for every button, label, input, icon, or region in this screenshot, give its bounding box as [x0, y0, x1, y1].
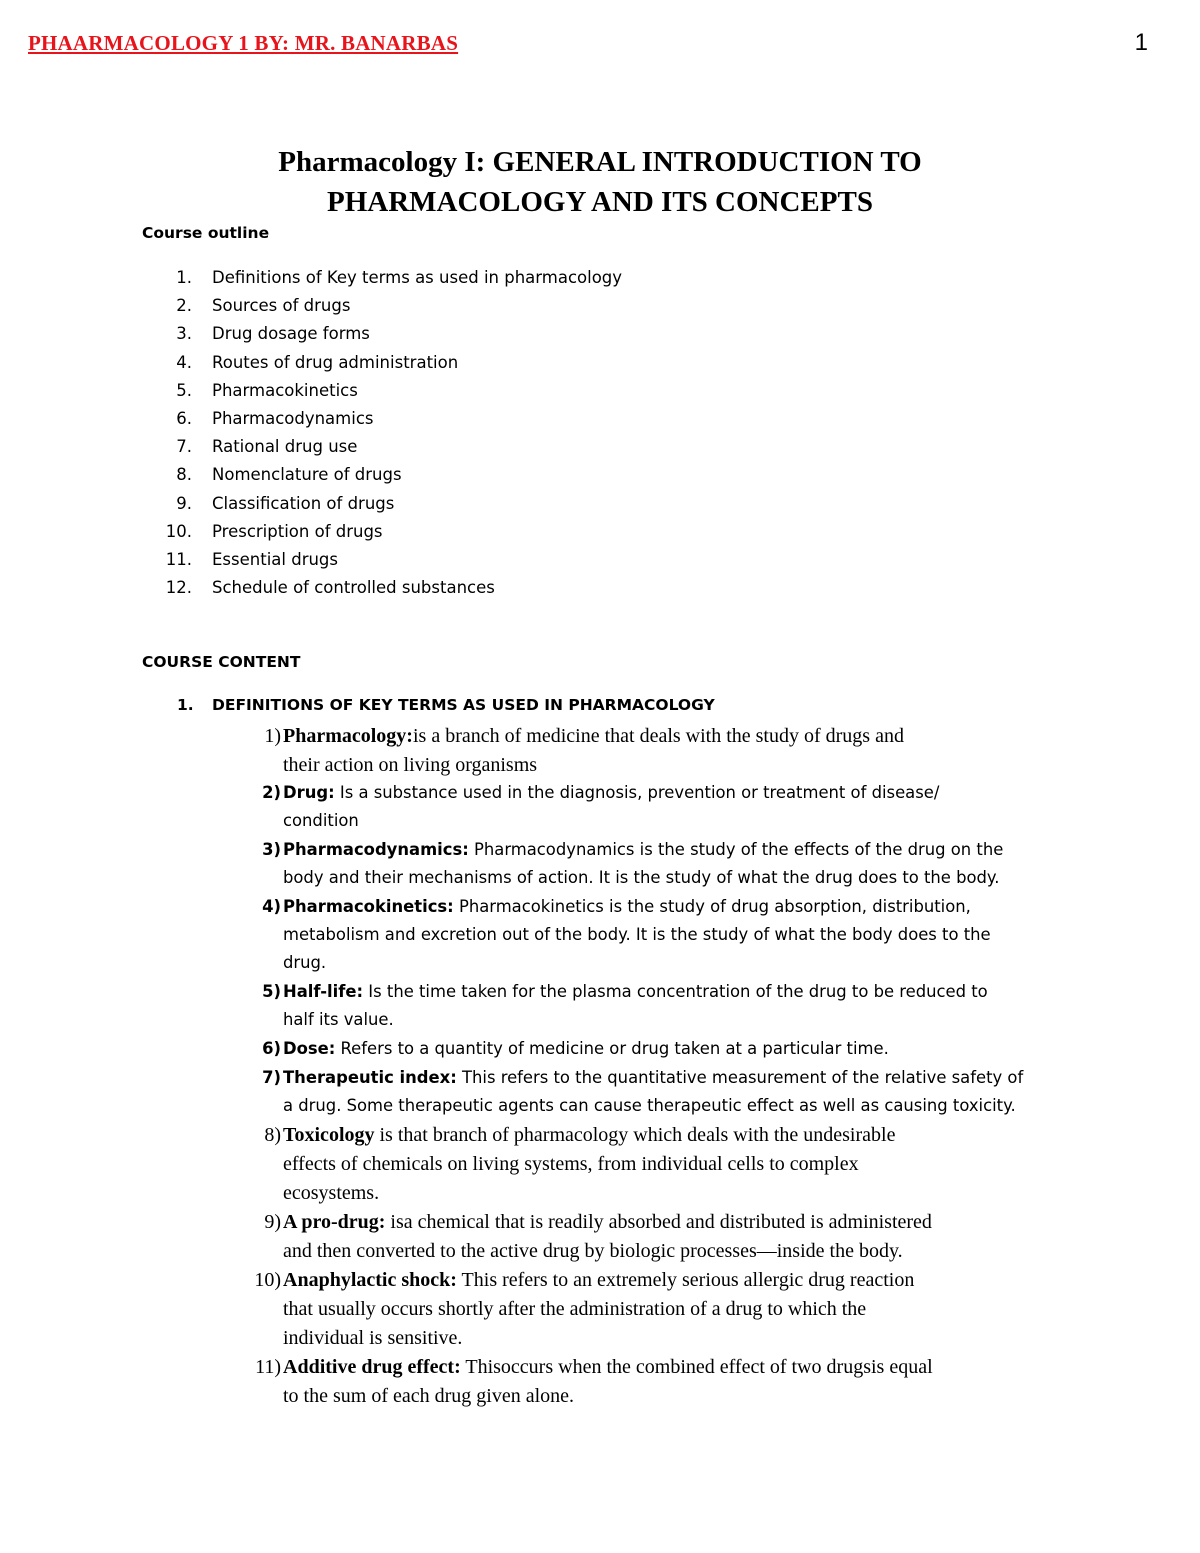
definition-text: their action on living organisms [283, 754, 538, 776]
definition-text: Refers to a quantity of medicine or drug taken at a particular time. [335, 1039, 889, 1058]
definition-text: metabolism and excretion out of the body. It is the study of what the body does to the [283, 925, 991, 945]
outline-text: Schedule of controlled substances [212, 578, 495, 598]
document-title [0, 142, 1200, 222]
outline-number: 10. [165, 521, 192, 541]
outline-number: 3. [176, 324, 192, 344]
definition-term: Dose: [283, 1039, 336, 1058]
definition-text: drug. [283, 953, 327, 973]
outline-number: 5. [176, 380, 192, 400]
definition-text: body and their mechanisms of action. It is the study of what the drug does to the body. [283, 868, 1000, 888]
definition-text: This refers to the quantitative measurement of the relative safety of [456, 1068, 1024, 1087]
definition-text: half its value. [283, 1010, 394, 1030]
document-title-line-2: PHARMACOLOGY AND ITS CONCEPTS [327, 186, 873, 218]
outline-text: Nomenclature of drugs [212, 465, 402, 485]
outline-number: 7. [176, 437, 192, 457]
definition-text: condition [283, 811, 359, 831]
outline-number: 2. [176, 296, 192, 316]
definition-text: individual is sensitive. [283, 1327, 463, 1349]
outline-text: Prescription of drugs [212, 521, 383, 541]
definition-term: Pharmacodynamics: [283, 840, 469, 859]
definition-number: 1) [264, 725, 281, 747]
definition-term: Therapeutic index: [283, 1068, 457, 1087]
outline-item [142, 294, 1042, 322]
outline-item [142, 463, 1042, 491]
outline-text: Sources of drugs [212, 296, 351, 316]
definition-number: 11) [255, 1356, 281, 1378]
definition-number: 6) [262, 1039, 281, 1058]
definition-term: Pharmacology: [283, 725, 413, 747]
outline-text: Pharmacokinetics [212, 380, 358, 400]
definition-text: a drug. Some therapeutic agents can cause therapeutic effect as well as causing toxicity. [283, 1096, 1016, 1116]
definition-text: is a branch of medicine that deals with the study of drugs and [412, 725, 904, 747]
outline-item [142, 435, 1042, 463]
document-title-line-1: Pharmacology I: GENERAL INTRODUCTION TO [278, 146, 922, 178]
outline-number: 4. [176, 352, 192, 372]
definition-number: 4) [262, 897, 281, 916]
outline-item [142, 492, 1042, 520]
definition-number: 3) [262, 840, 281, 859]
definition-text: to the sum of each drug given alone. [283, 1385, 575, 1407]
outline-number: 1. [176, 268, 192, 287]
definition-text: Pharmacokinetics is the study of drug absorption, distribution, [453, 897, 971, 916]
header-title: PHAARMACOLOGY 1 BY: MR. BANARBAS [28, 31, 459, 55]
definition-text: Is a substance used in the diagnosis, prevention or treatment of disease/ [334, 783, 940, 802]
outline-text: Routes of drug administration [212, 352, 459, 372]
definition-number: 10) [254, 1269, 281, 1291]
definition-term: A pro-drug: [283, 1211, 386, 1233]
outline-item [142, 322, 1042, 350]
definition-text: that usually occurs shortly after the administration of a drug to which the [283, 1298, 867, 1320]
outline-text: Rational drug use [212, 437, 358, 457]
outline-number: 11. [165, 549, 192, 569]
definition-text: Is the time taken for the plasma concentration of the drug to be reduced to [363, 982, 988, 1001]
definition-term: Half-life: [283, 982, 364, 1001]
outline-item [142, 407, 1042, 435]
definition-text: is that branch of pharmacology which deals with the undesirable [374, 1124, 896, 1146]
course-content-label: COURSE CONTENT [142, 653, 301, 671]
outline-text: Pharmacodynamics [212, 408, 374, 428]
outline-item [142, 576, 1042, 604]
definition-term: Pharmacokinetics: [283, 897, 454, 916]
outline-text: Essential drugs [212, 549, 339, 569]
definition-term: Toxicology [283, 1124, 375, 1146]
outline-item [142, 266, 1042, 294]
outline-item [142, 379, 1042, 407]
page-number: 1 [1134, 29, 1148, 56]
definition-text: isa chemical that is readily absorbed and distributed is administered [385, 1211, 932, 1233]
definition-number: 8) [264, 1124, 281, 1146]
definition-text: ecosystems. [283, 1182, 380, 1204]
outline-text: Definitions of Key terms as used in pharmacology [212, 268, 623, 287]
course-outline-list [142, 266, 1042, 604]
definition-text: Pharmacodynamics is the study of the effects of the drug on the [468, 840, 1004, 859]
definition-number: 5) [262, 982, 281, 1001]
definition-number: 2) [262, 783, 281, 802]
outline-text: Classification of drugs [212, 493, 395, 513]
outline-item [142, 520, 1042, 548]
outline-number: 9. [176, 493, 192, 513]
definition-number: 7) [262, 1068, 281, 1087]
definition-text: and then converted to the active drug by biologic processes—inside the body. [283, 1240, 903, 1262]
section-number: 1. [177, 696, 194, 714]
outline-item [142, 548, 1042, 576]
section-heading-text: DEFINITIONS OF KEY TERMS AS USED IN PHARMACOLOGY [212, 696, 715, 714]
definition-term: Anaphylactic shock: [283, 1269, 457, 1291]
definition-number: 9) [264, 1211, 281, 1233]
definition-text: This refers to an extremely serious allergic drug reaction [456, 1269, 915, 1291]
definition-term: Additive drug effect: [283, 1356, 461, 1378]
outline-number: 12. [165, 578, 192, 598]
outline-item [142, 351, 1042, 379]
definition-text: Thisoccurs when the combined effect of two drugsis equal [460, 1356, 933, 1378]
course-outline-label: Course outline [142, 224, 270, 242]
definition-text: effects of chemicals on living systems, from individual cells to complex [283, 1153, 859, 1175]
outline-text: Drug dosage forms [212, 324, 370, 344]
definition-term: Drug: [283, 783, 335, 802]
outline-number: 6. [176, 408, 192, 428]
outline-number: 8. [176, 465, 192, 485]
